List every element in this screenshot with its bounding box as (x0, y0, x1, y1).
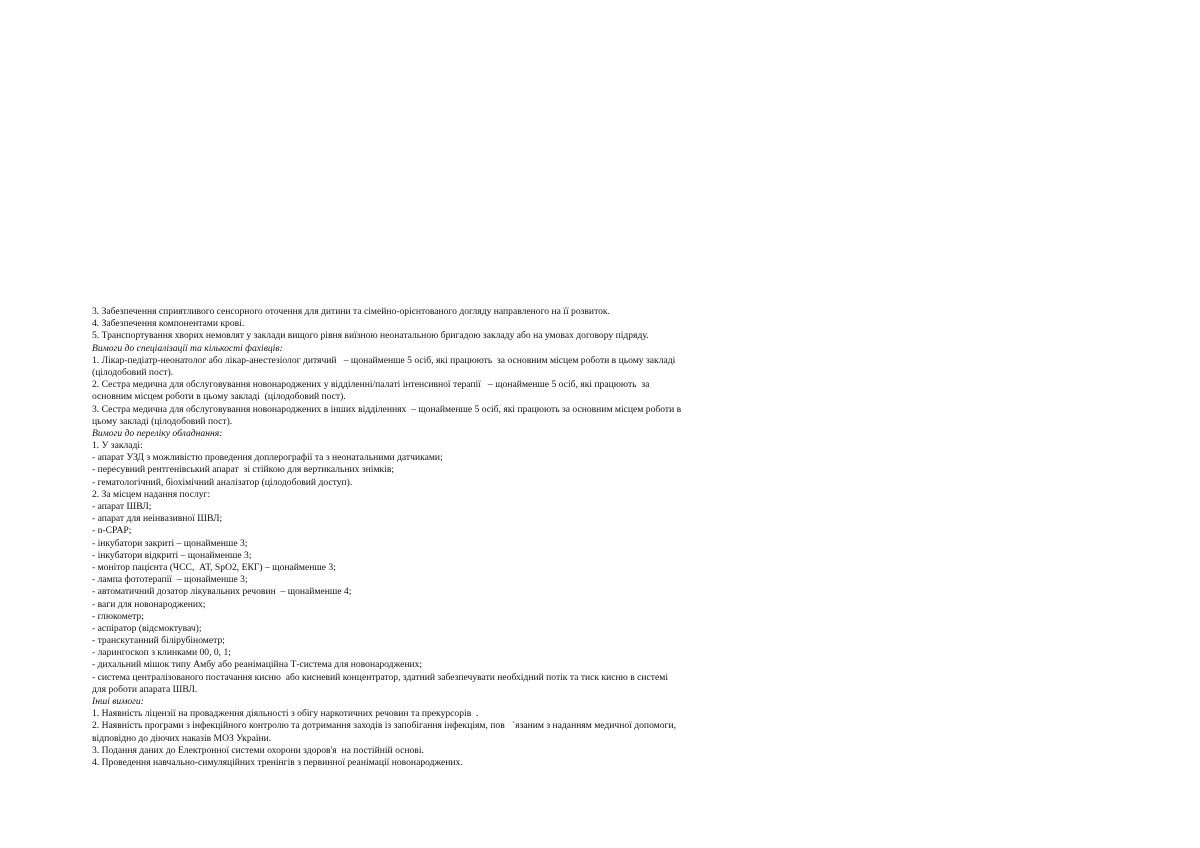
text-line: - n-CPAP; (92, 525, 132, 537)
text-line: 2. Сестра медична для обслуговування новонароджених у відділенні/палаті інтенсивної терапії – щонайменше 5 осіб, які працюють за (92, 379, 650, 391)
text-line: - ваги для новонароджених; (92, 598, 206, 610)
text-line: відповідно до діючих наказів МОЗ України. (92, 732, 272, 744)
text-line: (цілодобовий пост). (92, 366, 174, 378)
text-line: 4. Проведення навчально-симуляційних тренінгів з первинної реанімації новонароджених. (92, 756, 463, 768)
text-line: 3. Забезпечення сприятливого сенсорного оточення для дитини та сімейно-орієнтованого догляду направленого на її розвиток. (92, 306, 610, 317)
document-body (92, 306, 782, 769)
text-line: 2. Наявність програми з інфекційного контролю та дотримання заходів із запобігання інфекціям, пов `язаним з наданням медичної допомоги, (92, 720, 677, 732)
text-line: - апарат УЗД з можливістю проведення доплерографії та з неонатальними датчиками; (92, 452, 443, 464)
text-line: - гематологічний, біохімічний аналізатор (цілодобовий доступ). (92, 476, 353, 488)
section-heading: Інші вимоги: (92, 696, 144, 707)
text-line: 1. Лікар-педіатр-неонатолог або лікар-анестезіолог дитячий – щонайменше 5 осіб, які працюють за основним місцем роботи в цьому закладі (92, 354, 676, 366)
text-line: 2. За місцем надання послуг: (92, 488, 211, 500)
text-line: - аспіратор (відсмоктувач); (92, 622, 202, 634)
text-line: - пересувний рентгенівський апарат зі стійкою для вертикальних знімків; (92, 464, 395, 476)
text-line: - інкубатори закриті – щонайменше 3; (92, 537, 248, 549)
text-line: 3. Подання даних до Електронної системи охорони здоров'я на постійній основі. (92, 744, 424, 756)
text-line: - автоматичний дозатор лікувальних речовин – щонайменше 4; (92, 586, 352, 598)
text-line: 3. Сестра медична для обслуговування новонароджених в інших відділеннях – щонайменше 5 осіб, які працюють за основним місцем роботи в (92, 403, 682, 415)
text-line: для роботи апарата ШВЛ. (92, 683, 198, 695)
text-line: 1. Наявність ліцензії на провадження діяльності з обігу наркотичних речовин та прекурсорів . (92, 708, 479, 720)
text-line: - транскутанний білірубінометр; (92, 635, 225, 647)
text-line: - апарат для неінвазивної ШВЛ; (92, 513, 223, 525)
text-line: - апарат ШВЛ; (92, 501, 152, 512)
text-line: - система централізованого постачання кисню або кисневий концентратор, здатний забезпечувати необхідний потік та тиск кисню в системі (92, 671, 668, 683)
text-line: - монітор пацієнта (ЧСС, АТ, SpO2, ЕКГ) – щонайменше 3; (92, 561, 336, 573)
text-line: - дихальний мішок типу Амбу або реанімаційна Т-система для новонароджених; (92, 659, 423, 671)
section-heading: Вимоги до переліку обладнання: (92, 427, 223, 439)
text-line: - лампа фототерапії – щонайменше 3; (92, 574, 248, 586)
text-line: - інкубатори відкриті – щонайменше 3; (92, 549, 252, 561)
text-line: цьому закладі (цілодобовий пост). (92, 415, 233, 427)
text-line: - глюкометр; (92, 610, 144, 622)
text-line: - ларингоскоп з клинками 00, 0, 1; (92, 647, 231, 659)
text-line: 4. Забезпечення компонентами крові. (92, 318, 245, 330)
text-line: 5. Транспортування хворих немовлят у заклади вищого рівня виїзною неонатальною бригадою закладу або на умовах договору підряду. (92, 330, 649, 342)
text-line: 1. У закладі: (92, 440, 143, 452)
section-heading: Вимоги до спеціалізації та кількості фахівців: (92, 342, 283, 354)
text-line: основним місцем роботи в цьому закладі (цілодобовий пост). (92, 391, 346, 403)
